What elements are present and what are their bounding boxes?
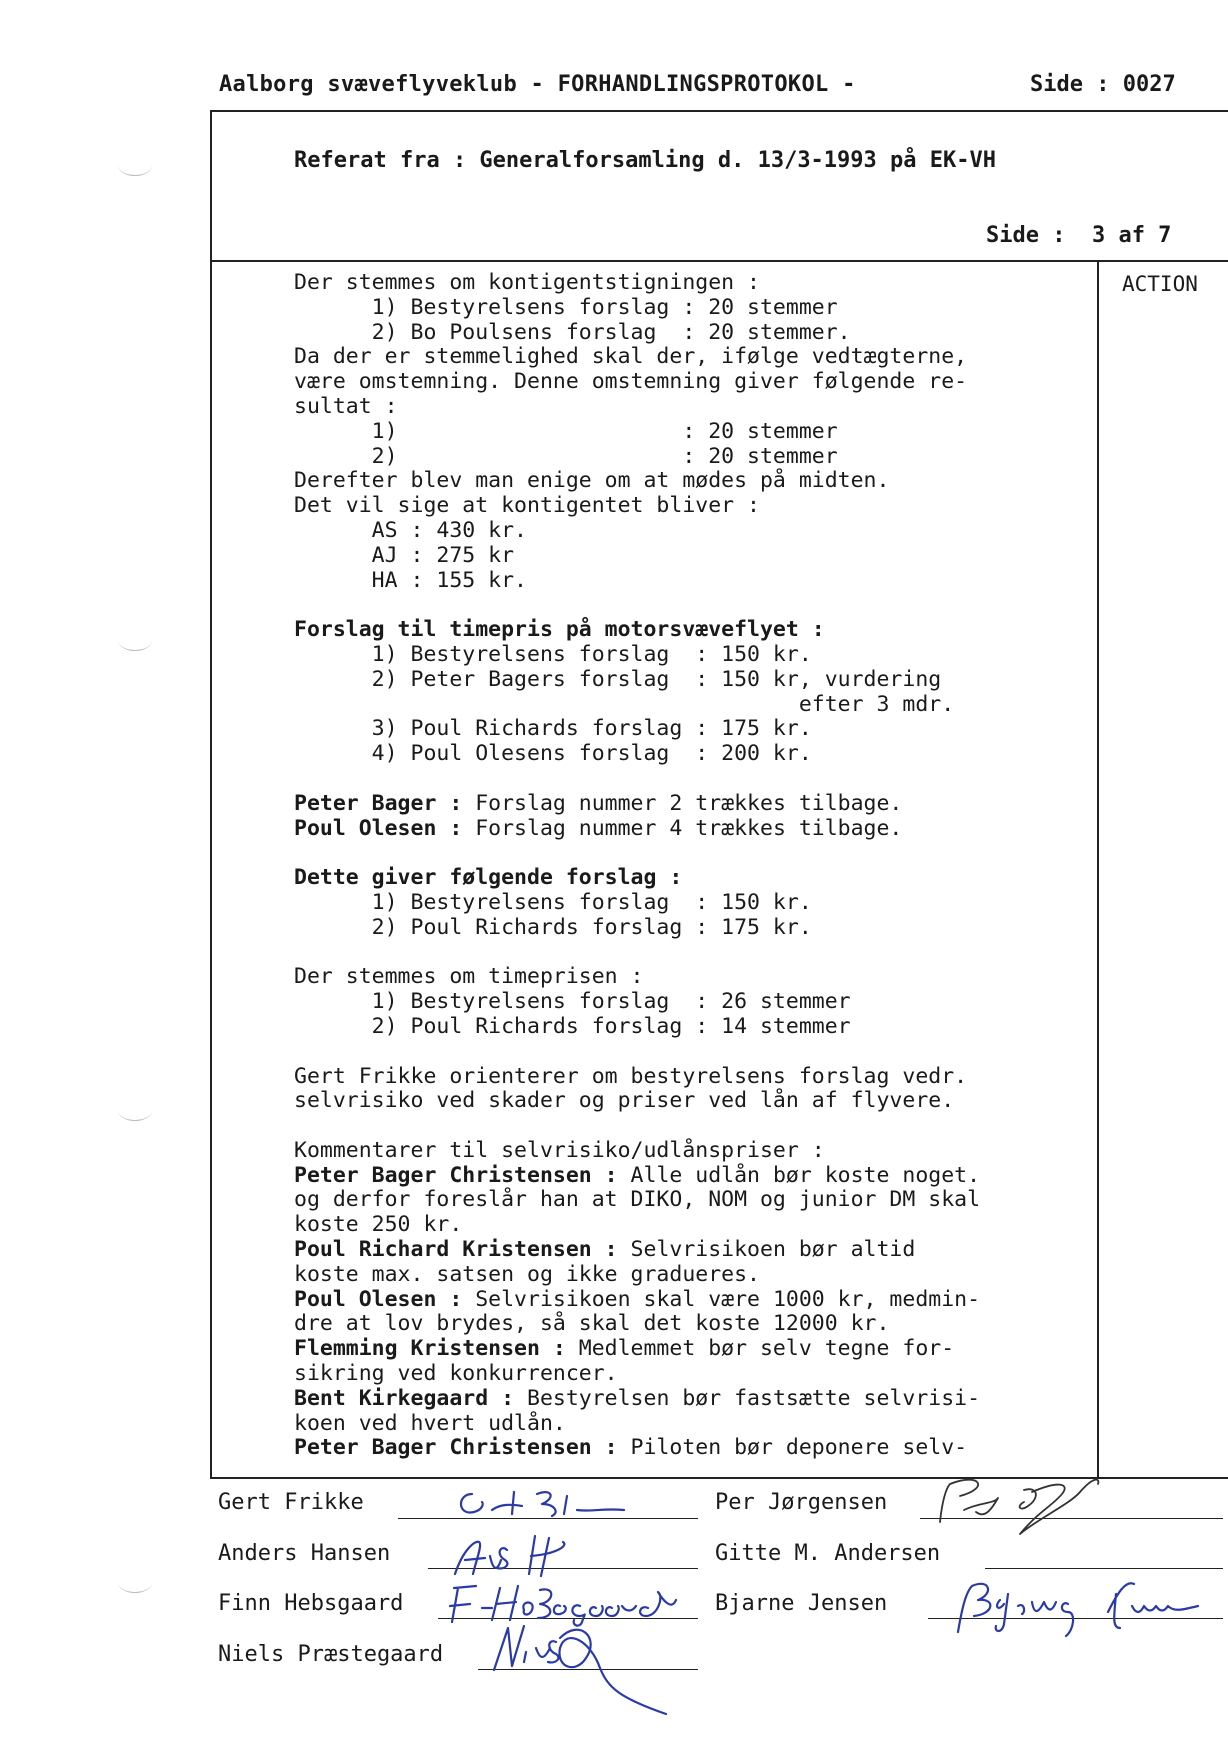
action-column-header: ACTION [1122, 272, 1198, 296]
speaker-name: Peter Bager Christensen : [294, 1435, 618, 1461]
speaker-name: Poul Olesen : [294, 815, 463, 841]
body-line: koste 250 kr. [294, 1212, 463, 1238]
body-line: 1) : 20 stemmer [294, 418, 838, 444]
blank-line [294, 941, 980, 966]
body-line: 2) : 20 stemmer [294, 443, 838, 469]
body-line: 2) Bo Poulsens forslag : 20 stemmer. [294, 319, 851, 345]
body-line: Der stemmes om kontigentstigningen : [294, 270, 760, 295]
body-line: 2) Peter Bagers forslag : 150 kr, vurdering [294, 666, 942, 692]
body-line [294, 1337, 980, 1362]
punch-hole-mark [118, 630, 152, 651]
blank-line [294, 1040, 980, 1065]
body-line: Det vil sige at kontigentet bliver : [294, 493, 760, 519]
speaker-text: Selvrisikoen bør altid [617, 1237, 916, 1263]
signatory-finn-hebsgaard: Finn Hebsgaard [218, 1591, 404, 1616]
speaker-name: Peter Bager : [294, 790, 463, 816]
meeting-reference: Referat fra : Generalforsamling d. 13/3-1993 på EK-VH [294, 148, 996, 173]
punch-hole-mark [118, 155, 152, 176]
speaker-name: Peter Bager Christensen : [294, 1162, 618, 1188]
body-line: koen ved hvert udlån. [294, 1410, 566, 1436]
body-line: og derfor foreslår han at DIKO, NOM og junior DM skal [294, 1187, 981, 1213]
body-line: HA : 155 kr. [294, 567, 527, 593]
handwritten-signature-gert [452, 1482, 632, 1522]
body-line [294, 1238, 980, 1263]
protocol-title: Aalborg svæveflyveklub - FORHANDLINGSPROTOKOL - [219, 72, 856, 97]
handwritten-signature-niels [490, 1618, 680, 1718]
speaker-text: Forslag nummer 2 trækkes tilbage. [462, 790, 903, 816]
body-line [294, 817, 980, 842]
body-line [294, 1387, 980, 1412]
page-of-indicator: Side : 3 af 7 [986, 223, 1172, 248]
handwritten-signature-per [920, 1462, 1140, 1542]
speaker-text: Bestyrelsen bør fastsætte selvrisi- [514, 1385, 981, 1411]
signatory-anders-hansen: Anders Hansen [218, 1541, 391, 1566]
body-line [294, 1288, 980, 1313]
signature-line [985, 1568, 1223, 1569]
frame-top-line [210, 110, 1228, 112]
speaker-name: Poul Olesen : [294, 1286, 463, 1312]
frame-left-line [210, 110, 212, 1478]
body-line: koste max. satsen og ikke gradueres. [294, 1261, 760, 1287]
minutes-body [294, 271, 980, 1461]
protocol-page-number: Side : 0027 [1030, 72, 1176, 97]
body-line: 2) Poul Richards forslag : 14 stemmer [294, 1013, 851, 1039]
punch-hole-mark [118, 1572, 152, 1593]
section-heading: Forslag til timepris på motorsvæveflyet : [294, 617, 825, 643]
body-line: Kommentarer til selvrisiko/udlånspriser : [294, 1137, 825, 1163]
body-line: 3) Poul Richards forslag : 175 kr. [294, 716, 812, 742]
section-heading: Dette giver følgende forslag : [294, 865, 683, 891]
blank-line [294, 593, 980, 618]
body-line: 1) Bestyrelsens forslag : 20 stemmer [294, 294, 838, 320]
punch-hole-mark [118, 1100, 152, 1121]
body-line: sultat : [294, 393, 398, 419]
signatory-gitte-andersen: Gitte M. Andersen [715, 1541, 941, 1566]
body-line: selvrisiko ved skader og priser ved lån af flyvere. [294, 1088, 955, 1114]
body-line [294, 1164, 980, 1189]
body-line: Gert Frikke orienterer om bestyrelsens forslag vedr. [294, 1063, 968, 1089]
signatory-per-jorgensen: Per Jørgensen [715, 1490, 888, 1515]
body-line: være omstemning. Denne omstemning giver følgende re- [294, 369, 968, 395]
body-line: Derefter blev man enige om at mødes på midten. [294, 468, 890, 494]
body-line: sikring ved konkurrencer. [294, 1361, 618, 1387]
blank-line [294, 1114, 980, 1139]
handwritten-signature-anders [445, 1530, 615, 1580]
blank-line [294, 767, 980, 792]
body-line: 1) Bestyrelsens forslag : 26 stemmer [294, 989, 851, 1015]
body-line [294, 792, 980, 817]
speaker-text: Selvrisikoen skal være 1000 kr, medmin- [462, 1286, 981, 1312]
body-line: 1) Bestyrelsens forslag : 150 kr. [294, 641, 812, 667]
signatory-bjarne-jensen: Bjarne Jensen [715, 1591, 888, 1616]
body-line: Da der er stemmelighed skal der, ifølge vedtægterne, [294, 344, 968, 370]
signatory-gert-frikke: Gert Frikke [218, 1490, 364, 1515]
body-line: AS : 430 kr. [294, 517, 527, 543]
speaker-text: Piloten bør deponere selv- [617, 1435, 968, 1461]
speaker-text: Medlemmet bør selv tegne for- [565, 1336, 955, 1362]
body-line: 1) Bestyrelsens forslag : 150 kr. [294, 889, 812, 915]
action-column-divider [1097, 260, 1099, 1478]
body-line [294, 1436, 980, 1461]
speaker-name: Poul Richard Kristensen : [294, 1237, 618, 1263]
body-line: Der stemmes om timeprisen : [294, 964, 644, 990]
body-line: dre at lov brydes, så skal det koste 12000 kr. [294, 1311, 890, 1337]
signatory-niels-praestegaard: Niels Præstegaard [218, 1642, 444, 1667]
body-line: AJ : 275 kr [294, 542, 515, 568]
speaker-name: Flemming Kristensen : [294, 1336, 566, 1362]
blank-line [294, 841, 980, 866]
speaker-name: Bent Kirkegaard : [294, 1385, 515, 1411]
handwritten-signature-bjarne [938, 1572, 1208, 1642]
frame-header-divider [210, 260, 1228, 262]
body-line: 2) Poul Richards forslag : 175 kr. [294, 914, 812, 940]
speaker-text: Forslag nummer 4 trækkes tilbage. [462, 815, 903, 841]
body-line: efter 3 mdr. [294, 691, 955, 717]
speaker-text: Alle udlån bør koste noget. [617, 1162, 981, 1188]
body-line: 4) Poul Olesens forslag : 200 kr. [294, 741, 812, 767]
